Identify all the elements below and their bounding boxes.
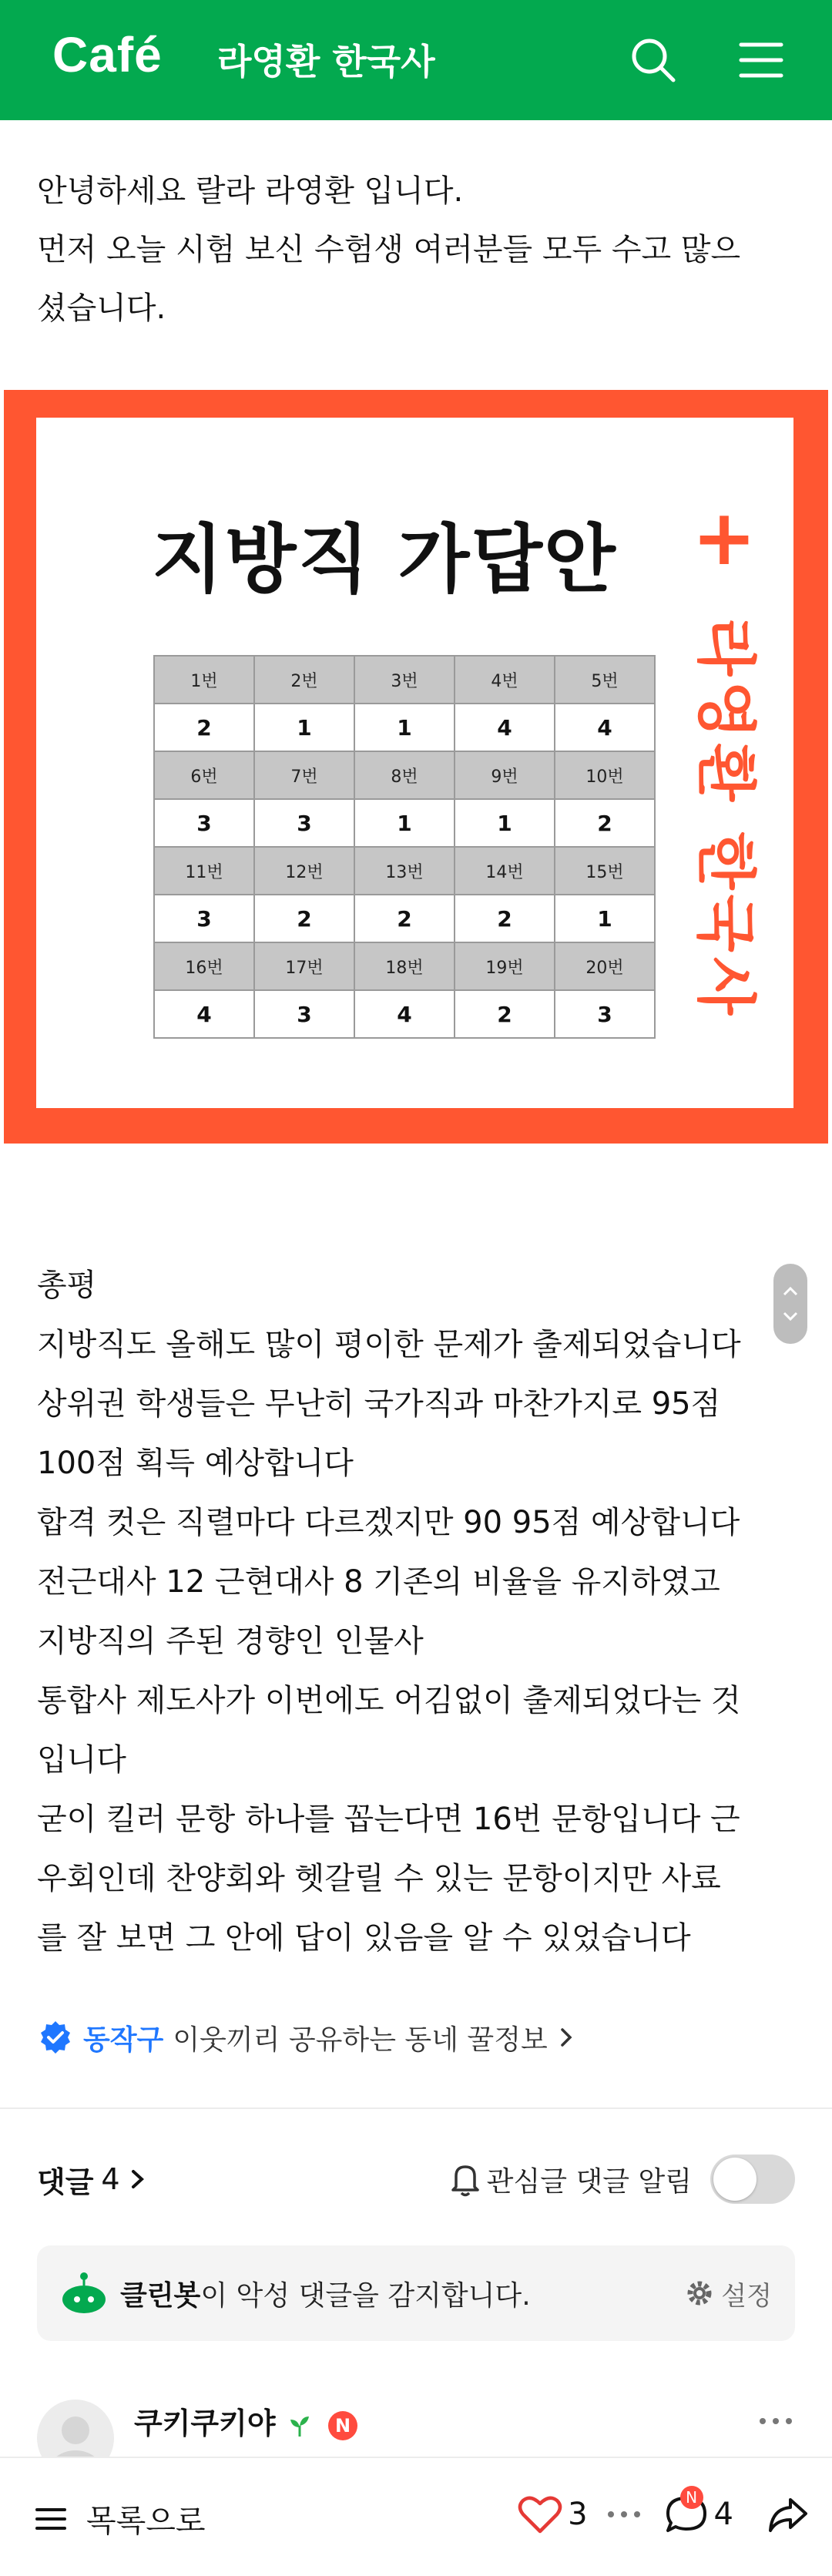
intro-line: 먼저 오늘 시험 보신 수험생 여러분들 모두 수고 많으: [37, 232, 741, 267]
comment-count[interactable]: 4: [101, 2162, 120, 2196]
app-header: [0, 0, 832, 120]
question-number-cell: 17번: [254, 942, 354, 990]
answer-cell: 2: [354, 895, 455, 942]
side-brand: [682, 510, 767, 1050]
question-number-cell: 18번: [354, 942, 455, 990]
question-number-cell: 5번: [555, 656, 655, 704]
place-name: 동작구: [83, 2024, 164, 2056]
cleanbot-name: 클린봇: [120, 2279, 201, 2312]
post-intro: [37, 162, 740, 338]
answer-cell: 2: [455, 990, 555, 1038]
review-line: 100점 획득 예상합니다: [37, 1446, 354, 1481]
answer-cell: 1: [555, 895, 655, 942]
cafe-name[interactable]: 라영환 한국사: [217, 41, 435, 82]
answer-cell: 3: [254, 990, 354, 1038]
comment-button[interactable]: [663, 2488, 733, 2537]
answer-cell: 1: [354, 704, 455, 751]
answer-key-title: 지방직 가답안: [152, 516, 617, 603]
scroll-handle[interactable]: [773, 1264, 807, 1344]
share-icon[interactable]: [764, 2492, 810, 2537]
answer-cell: 3: [555, 990, 655, 1038]
bottom-actions: [517, 2488, 810, 2537]
question-number-cell: 14번: [455, 847, 555, 895]
question-number-cell: 20번: [555, 942, 655, 990]
review-line: 우회인데 찬양회와 헷갈릴 수 있는 문항이지만 사료: [37, 1861, 721, 1896]
more-icon[interactable]: [605, 2507, 643, 2522]
question-number-cell: 15번: [555, 847, 655, 895]
list-label: 목록으로: [86, 2504, 206, 2539]
like-button[interactable]: [517, 2493, 587, 2536]
answer-cell: 2: [555, 799, 655, 847]
back-to-list-button[interactable]: [34, 2497, 206, 2541]
answer-cell: 2: [154, 704, 254, 751]
cleanbot-banner: [37, 2245, 795, 2341]
question-number-cell: 3번: [354, 656, 455, 704]
bottom-action-bar: [0, 2457, 832, 2576]
question-row: [154, 847, 655, 895]
review-line: 총평: [37, 1268, 97, 1303]
question-number-cell: 11번: [154, 847, 254, 895]
answer-cell: 2: [455, 895, 555, 942]
answer-row: [154, 704, 655, 751]
question-number-cell: 7번: [254, 751, 354, 799]
review-line: 합격 컷은 직렬마다 다르겠지만 90 95점 예상합니다: [37, 1505, 740, 1540]
question-row: [154, 656, 655, 704]
question-number-cell: 6번: [154, 751, 254, 799]
side-brand-text: 라영환 한국사: [690, 618, 760, 1020]
review-line: 상위권 학생들은 무난히 국가직과 마찬가지로 95점: [37, 1386, 721, 1422]
cafe-logo[interactable]: Café: [52, 27, 163, 82]
answer-table: [153, 655, 656, 1039]
chevron-right-icon: [555, 2024, 579, 2051]
toggle-knob: [713, 2158, 757, 2201]
question-number-cell: 2번: [254, 656, 354, 704]
verified-badge-icon: [37, 2019, 74, 2056]
comment-author-name: 쿠키쿠키야: [134, 2406, 276, 2440]
answer-cell: 3: [254, 799, 354, 847]
question-row: [154, 942, 655, 990]
answer-cell: 4: [455, 704, 555, 751]
review-line: 지방직도 올해도 많이 평이한 문제가 출제되었습니다: [37, 1327, 741, 1362]
question-row: [154, 751, 655, 799]
answer-row: [154, 799, 655, 847]
comment-notify: [448, 2155, 795, 2204]
answer-row: [154, 990, 655, 1038]
answer-cell: 1: [254, 704, 354, 751]
comment-header: [37, 2155, 795, 2204]
place-tag[interactable]: [37, 2014, 579, 2060]
review-line: 를 잘 보면 그 안에 답이 있음을 알 수 있었습니다: [37, 1920, 691, 1956]
review-text: [37, 1256, 741, 1968]
review-line: 지방직의 주된 경향인 인물사: [37, 1624, 424, 1659]
cleanbot-message: 이 악성 댓글을 감지합니다.: [200, 2279, 531, 2312]
question-number-cell: 1번: [154, 656, 254, 704]
answer-cell: 4: [555, 704, 655, 751]
review-line: 입니다: [37, 1742, 126, 1778]
comment-new-badge: N: [680, 2486, 703, 2509]
settings-label: 설정: [721, 2280, 772, 2312]
question-number-cell: 9번: [455, 751, 555, 799]
answer-key-panel: [36, 418, 793, 1108]
comment-author[interactable]: [134, 2400, 357, 2442]
notify-toggle[interactable]: [710, 2155, 795, 2204]
answer-key-image[interactable]: [4, 390, 828, 1144]
intro-line: 셨습니다.: [37, 291, 166, 326]
comment-count-bottom: 4: [713, 2497, 733, 2532]
question-number-cell: 4번: [455, 656, 555, 704]
search-icon[interactable]: [627, 34, 679, 86]
answer-cell: 2: [254, 895, 354, 942]
question-number-cell: 12번: [254, 847, 354, 895]
list-icon: [34, 2504, 68, 2534]
answer-cell: 1: [455, 799, 555, 847]
review-line: 통합사 제도사가 이번에도 어김없이 출제되었다는 것: [37, 1683, 741, 1718]
review-line: 전근대사 12 근현대사 8 기존의 비율을 유지하였고: [37, 1564, 720, 1600]
notify-label: 관심글 댓글 알림: [486, 2165, 692, 2198]
review-line: 굳이 킬러 문항 하나를 꼽는다면 16번 문항입니다 근: [37, 1802, 740, 1837]
question-number-cell: 16번: [154, 942, 254, 990]
section-divider: [0, 2107, 832, 2109]
question-number-cell: 8번: [354, 751, 455, 799]
menu-icon[interactable]: [735, 34, 787, 86]
question-number-cell: 10번: [555, 751, 655, 799]
bell-icon: [448, 2161, 482, 2198]
like-count: 3: [568, 2497, 588, 2532]
gear-icon: [684, 2278, 715, 2309]
comment-label[interactable]: 댓글: [37, 2165, 94, 2199]
question-number-cell: 13번: [354, 847, 455, 895]
answer-row: [154, 895, 655, 942]
scroll-arrows-icon: [773, 1264, 807, 1344]
intro-line: 안녕하세요 랄라 라영환 입니다.: [37, 173, 464, 209]
place-desc: 이웃끼리 공유하는 동네 꿀정보: [173, 2024, 548, 2056]
question-number-cell: 19번: [455, 942, 555, 990]
answer-cell: 1: [354, 799, 455, 847]
answer-cell: 3: [154, 895, 254, 942]
chevron-right-icon[interactable]: [126, 2164, 149, 2195]
new-badge: N: [328, 2411, 357, 2440]
answer-cell: 4: [154, 990, 254, 1038]
sprout-icon: [286, 2412, 314, 2440]
answer-cell: 4: [354, 990, 455, 1038]
side-brand-plus: +: [692, 510, 757, 583]
answer-cell: 3: [154, 799, 254, 847]
cleanbot-robot-icon: [57, 2270, 111, 2316]
heart-icon: [517, 2493, 563, 2536]
cleanbot-settings[interactable]: [684, 2245, 772, 2341]
more-options-icon[interactable]: [757, 2413, 795, 2429]
